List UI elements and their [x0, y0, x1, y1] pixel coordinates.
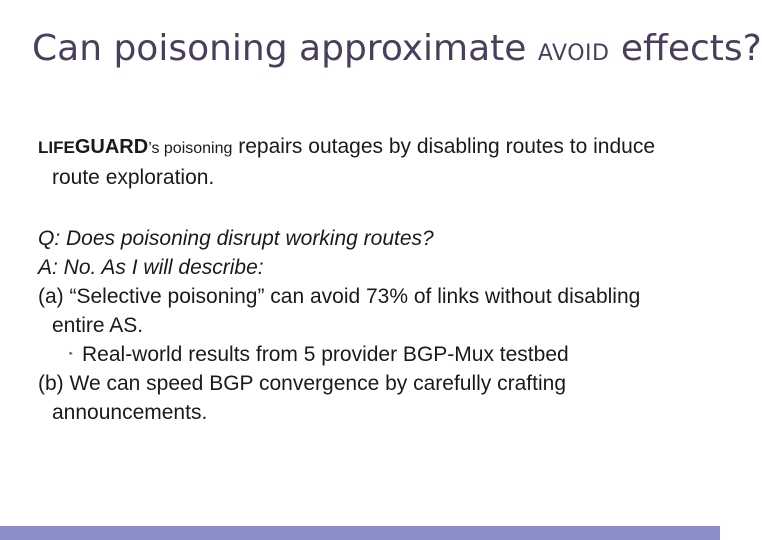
intro-rest: repairs outages by disabling routes to induce route exploration. [52, 135, 656, 189]
sub-bullet-a [38, 340, 698, 369]
sub-bullet-a-text: Real-world results from 5 provider BGP-Mux testbed [82, 343, 569, 366]
question-line: Q: Does poisoning disrupt working routes? [38, 227, 434, 250]
slide-title [32, 28, 762, 69]
title-avoid: AVOID [537, 41, 610, 66]
lifeguard-prefix: LIFE [38, 138, 75, 157]
lifeguard-possessive: ’s poisoning [148, 140, 233, 157]
title-part-2: effects? [609, 28, 762, 69]
lifeguard-big: GUARD [74, 136, 149, 158]
lifeguard-name [38, 138, 148, 157]
triangle-bullet-icon: ‣ [68, 349, 74, 360]
item-b: (b) We can speed BGP convergence by carefully crafting announcements. [38, 372, 566, 424]
intro-paragraph [38, 132, 698, 192]
slide-body [38, 132, 698, 427]
bottom-accent-bar [0, 526, 720, 540]
answer-line: A: No. As I will describe: [38, 256, 264, 279]
item-a: (a) “Selective poisoning” can avoid 73% of links without disabling entire AS. [38, 285, 641, 337]
title-part-1: Can poisoning approximate [32, 28, 538, 69]
